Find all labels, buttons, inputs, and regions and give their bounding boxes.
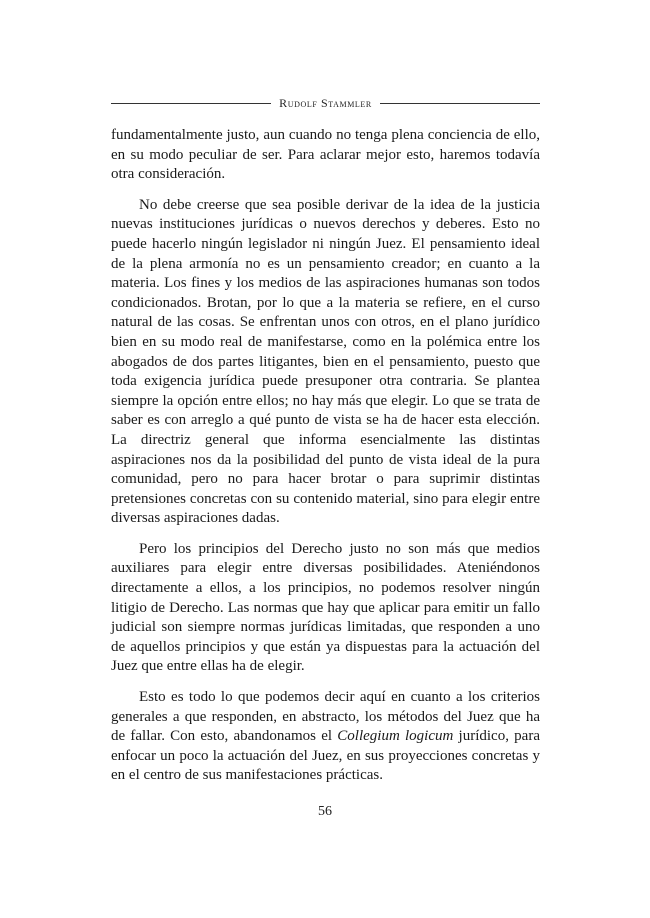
body-text [111, 126, 540, 786]
header-rule-left [111, 103, 271, 104]
paragraph: Pero los principios del Derecho justo no son más que medios auxiliares para elegir entre diversas posibilidades. Ateniéndonos directamente a ellos, a los principios, no podemos resolver ningún litigio de Derecho. Las normas que hay que aplicar para emitir un fallo judicial son siempre normas jurídicas limitadas, que responden a uno de aquellos principios y que están ya dispuestas para la actuación del Juez que entre ellas ha de elegir. [111, 540, 540, 675]
paragraph-text: Esto es todo lo que podemos decir aquí en cuanto a los criterios generales a que responden, en abstracto, los métodos del Juez que ha de fallar. Con esto, abandonamos el [111, 689, 540, 745]
running-header [111, 96, 540, 111]
page-number: 56 [318, 804, 332, 819]
paragraph [111, 688, 540, 786]
paragraph-continuation: fundamentalmente justo, aun cuando no tenga plena conciencia de ello, en su modo peculiar de ser. Para aclarar mejor esto, haremos todavía otra consideración. [111, 127, 540, 183]
running-title: Rudolf Stammler [279, 96, 372, 110]
paragraph-text: jurídico, para enfocar un poco la actuación del Juez, en sus proyecciones concretas y en el centro de sus manifestaciones prácticas. [111, 728, 540, 784]
header-rule-right [380, 103, 540, 104]
italic-term: Collegium logicum [337, 728, 454, 745]
paragraph: No debe creerse que sea posible derivar de la idea de la justicia nuevas instituciones jurídicas o nuevos derechos y deberes. Esto no puede hacerlo ningún legislador ni ningún Juez. El pensamiento ideal de la plena armonía no es un pensamiento creador; en cuanto a la materia. Los fines y los medios de las aspiraciones humanas son todos condicionados. Brotan, por lo que a la materia se refiere, en el curso natural de las cosas. Se enfrentan unos con otros, en el plano jurídico bien en su modo real de manifestarse, como en la polémica entre los abogados de dos partes litigantes, bien en el pensamiento, puesto que toda exigencia jurídica puede presuponer otra contraria. Se plantea siempre la opción entre ellos; no hay más que elegir. Lo que se trata de saber es con arreglo a qué punto de vista se ha de hacer esta elección. La directriz general que informa esencialmente las distintas aspiraciones nos da la posibilidad del punto de vista ideal de la pura comunidad, pero no para hacer brotar o para suprimir distintas pretensiones concretas con su contenido material, sino para elegir entre diversas aspiraciones dadas. [111, 196, 540, 527]
